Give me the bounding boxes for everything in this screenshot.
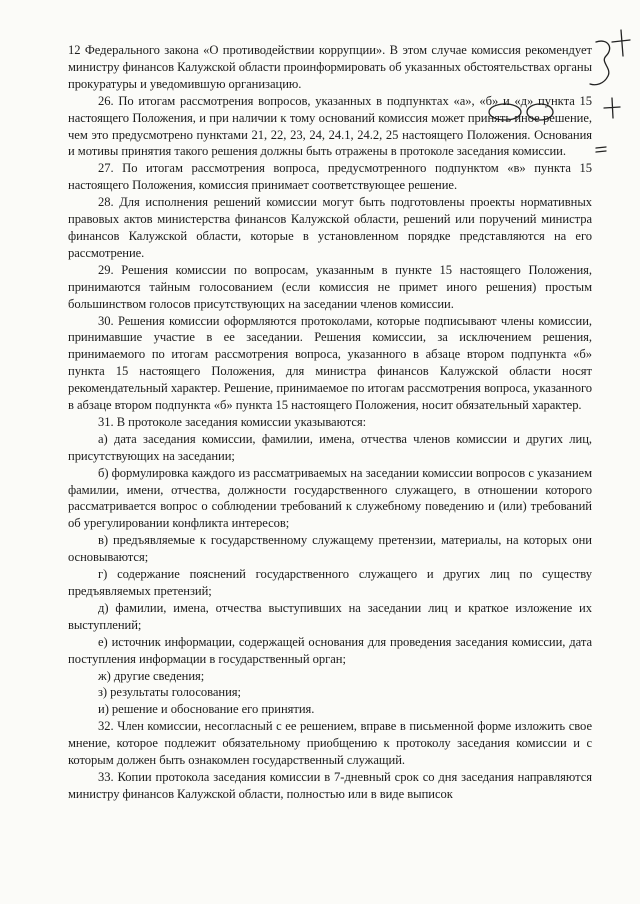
list-item-d: д) фамилии, имена, отчества выступивших на заседании лиц и краткое изложение их выступлений;: [68, 600, 592, 632]
handwritten-dash-mark: [596, 147, 606, 152]
paragraph-28: 28. Для исполнения решений комиссии могут быть подготовлены проекты нормативных правовых актов министерства финансов Калужской области, решений или поручений министра финансов Калужской области, которые в установленном порядке представляются на его рассмотрение.: [68, 195, 592, 260]
list-item-zh: ж) другие сведения;: [98, 668, 205, 683]
paragraph-29: 29. Решения комиссии по вопросам, указанным в пункте 15 настоящего Положения, принимаются тайным голосованием (если комиссия не примет иного решения) простым большинством голосов присутствующих на заседании членов комиссии.: [68, 262, 592, 311]
paragraph-30: 30. Решения комиссии оформляются протоколами, которые подписывают члены комиссии, принимавшие участие в ее заседании. Решения комиссии, за исключением решения, принимаемого по итогам рассмотрения вопроса, указанного в абзаце втором подпункта «б» пункта 15 настоящего Положения, для министра финансов Калужской области носят рекомендательный характер. Решение, принимаемое по итогам рассмотрения вопроса, указанного в абзаце втором подпункта «б» пункта 15 настоящего Положения, носит обязательный характер.: [68, 313, 592, 413]
handwritten-plus-mark-2: [604, 98, 620, 118]
list-item-e: е) источник информации, содержащей основания для проведения заседания комиссии, дата поступления информации в государственный орган;: [68, 634, 592, 666]
list-item-g: г) содержание пояснений государственного служащего и других лиц по существу предъявляемых претензий;: [68, 567, 592, 598]
list-item-a: а) дата заседания комиссии, фамилии, имена, отчества членов комиссии и других лиц, присутствующих на заседании;: [68, 431, 592, 463]
paragraph-continuation: 12 Федерального закона «О противодействии коррупции». В этом случае комиссия рекомендует министру финансов Калужской области проинформировать об указанных обстоятельствах органы прокуратуры и уведомившую организацию.: [68, 43, 592, 91]
list-item-i: и) решение и обоснование его принятия.: [98, 702, 315, 717]
handwritten-circle-a: [489, 104, 521, 120]
list-item-z: з) результаты голосования;: [98, 685, 241, 700]
list-item-b: б) формулировка каждого из рассматриваемых на заседании комиссии вопросов с указанием фамилии, имени, отчества, должности государственного служащего, в отношении которого рассматривается вопрос о соблюдении требований к служебному поведению и (или) требований об урегулировании конфликта интересов;: [68, 465, 592, 531]
paragraph-32: 32. Член комиссии, несогласный с ее решением, вправе в письменной форме изложить свое мнение, которое подлежит обязательному приобщению к протоколу заседания комиссии и с которым должен быть ознакомлен государственный служащий.: [68, 719, 592, 768]
paragraph-33: 33. Копии протокола заседания комиссии в 7-дневный срок со дня заседания направляются министру финансов Калужской области, полностью или в виде выписок: [68, 769, 592, 801]
paragraph-26: 26. По итогам рассмотрения вопросов, указанных в подпунктах «а», «б» и «д» пункта 15 настоящего Положения, и при наличии к тому оснований комиссия может принять иное решение, чем это предусмотрено пунктами 21, 22, 23, 24, 24.1, 24.2, 25 настоящего Положения. Основания и мотивы принятия такого решения должны быть отражены в протоколе заседания комиссии.: [68, 93, 592, 159]
paragraph-31: 31. В протоколе заседания комиссии указываются:: [98, 414, 367, 429]
paragraph-27: 27. По итогам рассмотрения вопроса, предусмотренного подпунктом «в» пункта 15 настоящего Положения, комиссия принимает соответствующее решение.: [68, 161, 592, 193]
handwritten-bracket-mark: [590, 41, 610, 85]
list-item-v: в) предъявляемые к государственному служащему претензии, материалы, на которых они основываются;: [68, 533, 592, 565]
handwritten-circle-b: [527, 104, 553, 120]
handwritten-plus-mark: [612, 30, 630, 56]
